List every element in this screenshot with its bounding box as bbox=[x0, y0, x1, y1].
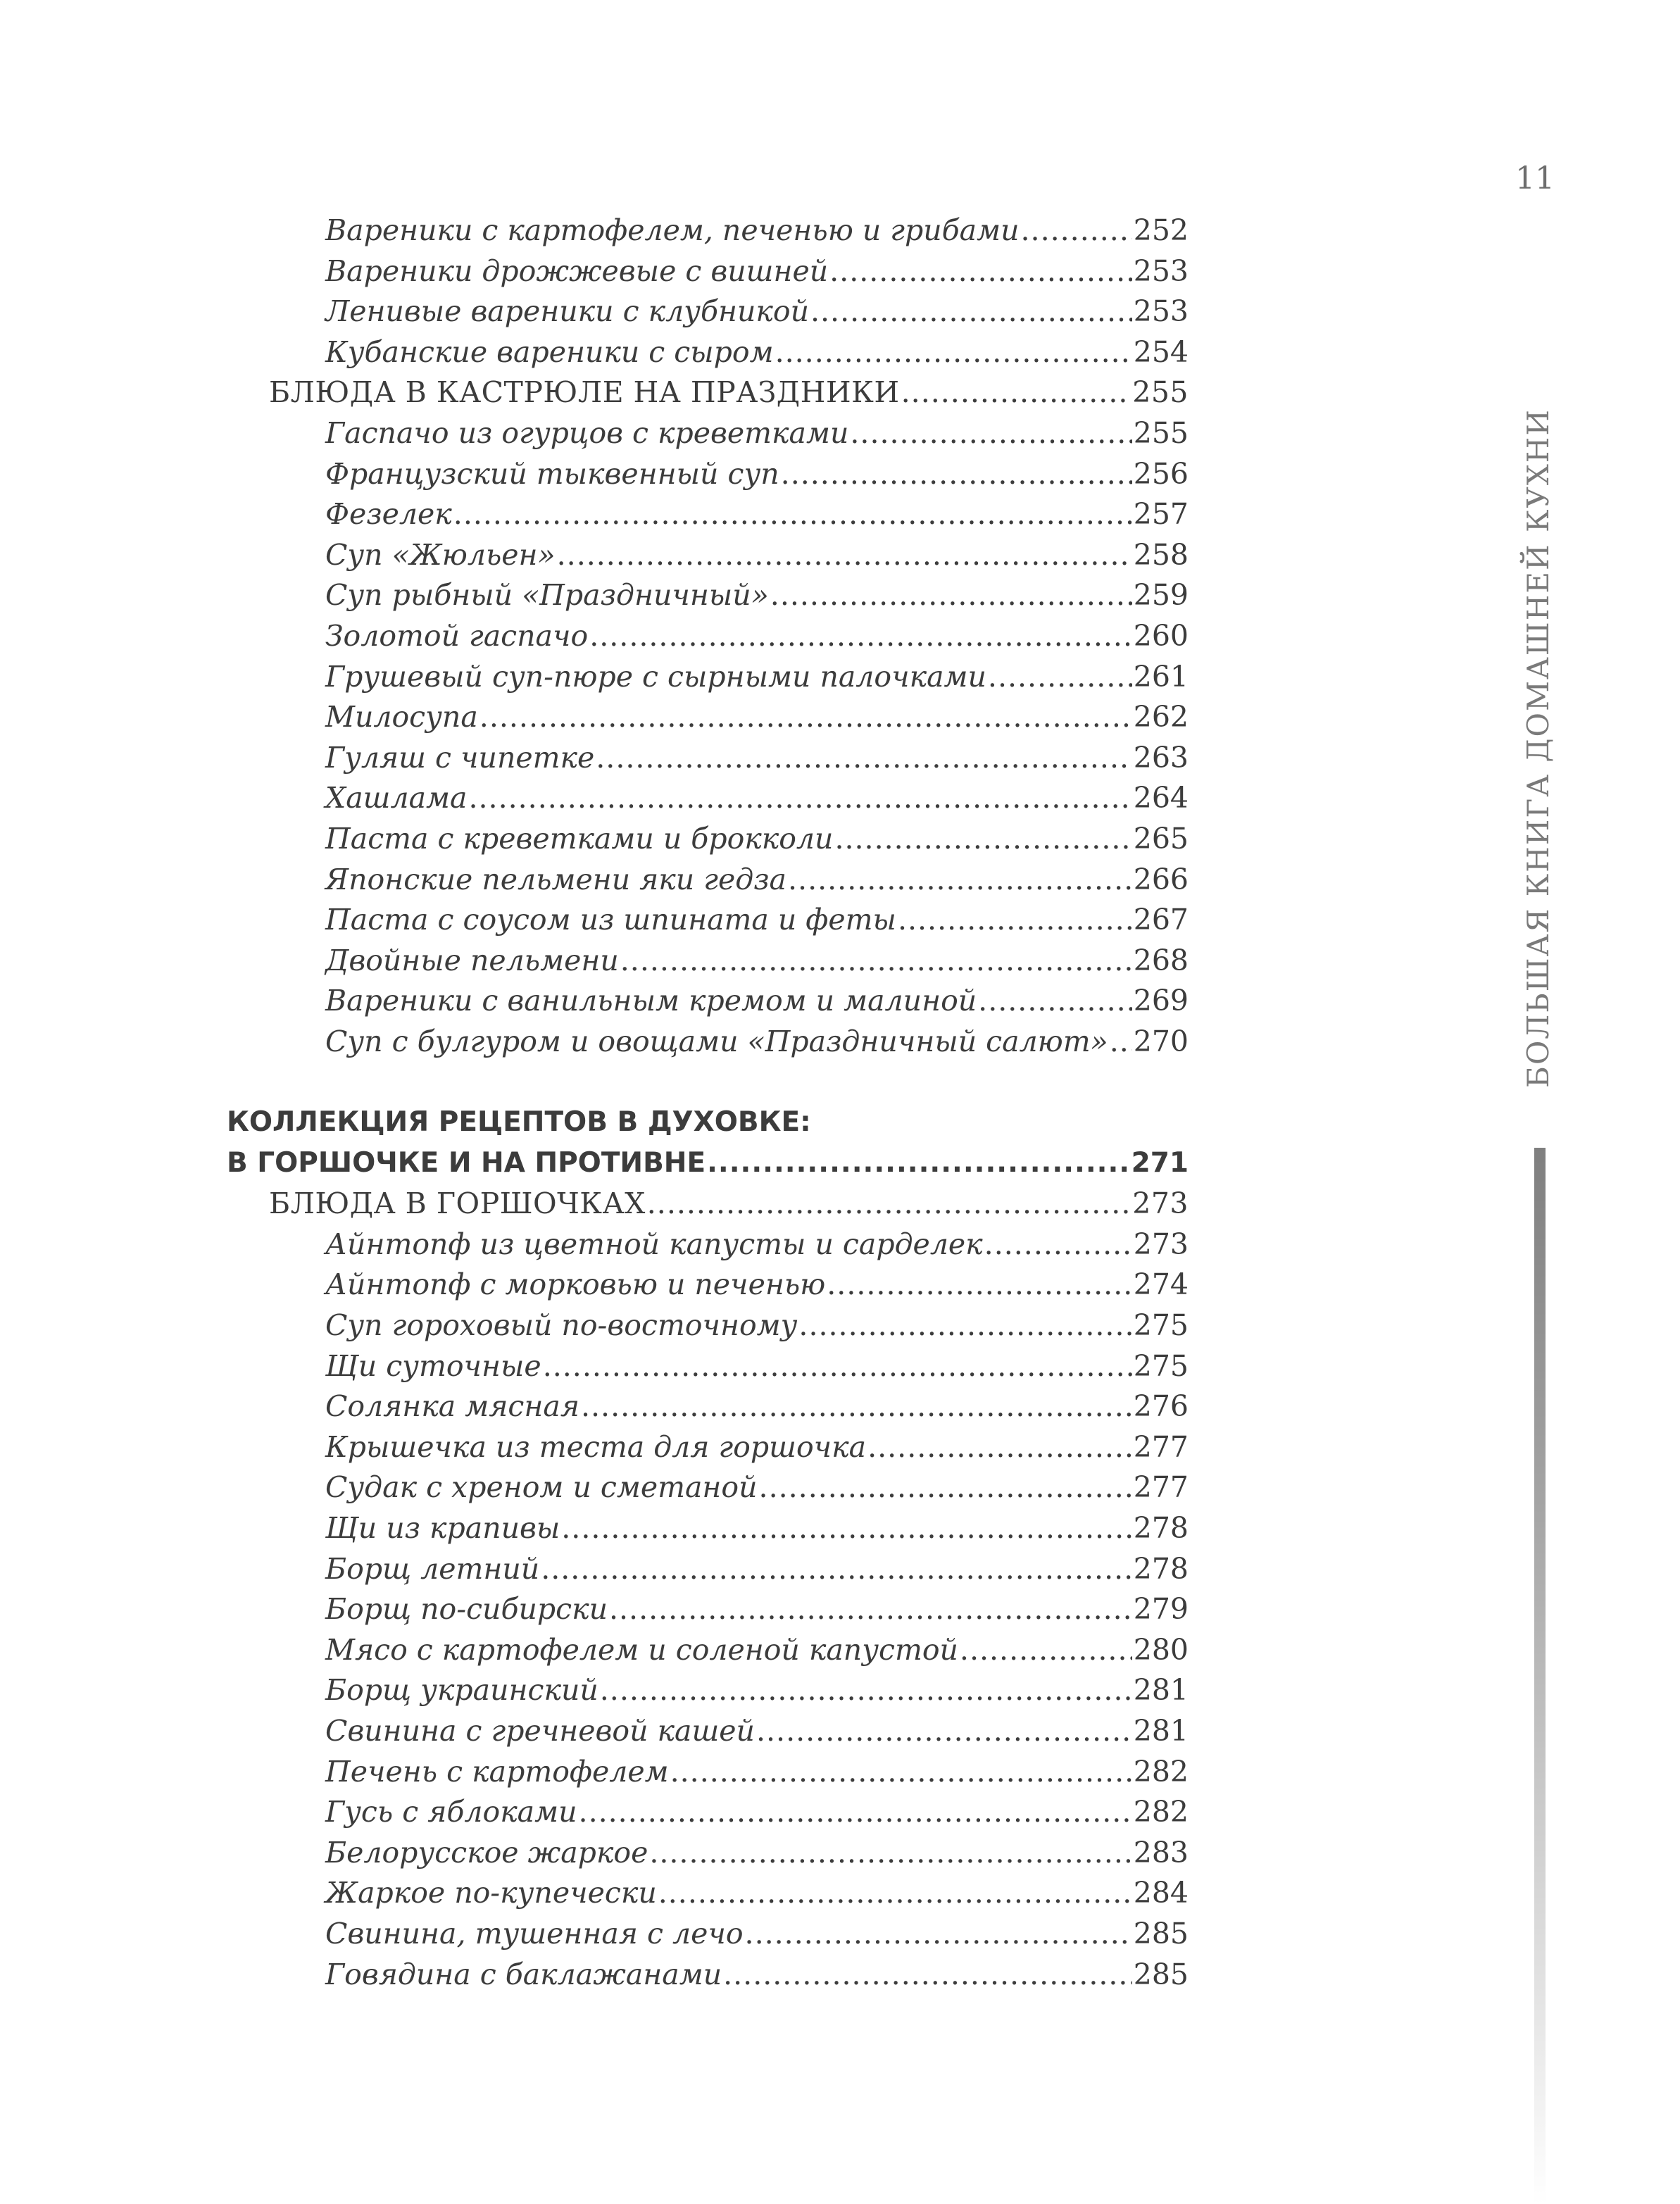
toc-entry-row bbox=[325, 251, 1189, 292]
page-number: 11 bbox=[1515, 161, 1555, 196]
entry-title: Печень с картофелем bbox=[325, 1754, 669, 1789]
page-ref: 264 bbox=[1133, 781, 1189, 815]
entry-title: Ленивые вареники с клубникой bbox=[325, 294, 809, 329]
toc-entry-row bbox=[325, 1224, 1189, 1265]
page-ref: 253 bbox=[1133, 253, 1189, 288]
entry-title: Судак с хреном и сметаной bbox=[325, 1470, 758, 1505]
page-ref: 285 bbox=[1133, 1957, 1189, 1991]
entry-title: Французский тыквенный суп bbox=[325, 456, 779, 491]
toc-subsection-row bbox=[269, 372, 1189, 413]
entry-title: Айнтопф с морковью и печенью bbox=[325, 1267, 826, 1302]
page-ref: 270 bbox=[1133, 1025, 1189, 1058]
toc-entry-row bbox=[325, 1548, 1189, 1589]
leader-dots bbox=[898, 899, 1132, 940]
toc-entry-row bbox=[325, 1629, 1189, 1670]
leader-dots bbox=[658, 1872, 1132, 1913]
leader-dots bbox=[561, 1508, 1132, 1548]
page-ref: 277 bbox=[1133, 1470, 1189, 1505]
entry-title: Фезелек bbox=[325, 497, 452, 532]
leader-dots bbox=[723, 1954, 1132, 1995]
page-ref: 284 bbox=[1133, 1876, 1189, 1910]
page-ref: 278 bbox=[1133, 1511, 1189, 1545]
leader-dots bbox=[827, 1264, 1132, 1305]
entry-title: БЛЮДА В ГОРШОЧКАХ bbox=[269, 1186, 646, 1221]
page-ref: 252 bbox=[1133, 213, 1189, 247]
leader-dots bbox=[468, 777, 1132, 818]
toc-entry-row bbox=[325, 1508, 1189, 1548]
toc-entry-row bbox=[325, 737, 1189, 778]
leader-dots bbox=[770, 575, 1132, 615]
section-heading-line1 bbox=[227, 1102, 1189, 1143]
toc-entry-row bbox=[325, 615, 1189, 656]
toc-entry-row bbox=[325, 940, 1189, 981]
leader-dots bbox=[543, 1346, 1132, 1386]
toc-entry-row bbox=[325, 1467, 1189, 1508]
entry-title: Свинина, тушенная с лечо bbox=[325, 1917, 744, 1951]
leader-dots bbox=[745, 1913, 1132, 1954]
toc-entry-row bbox=[325, 696, 1189, 737]
toc-entry-row bbox=[325, 1913, 1189, 1954]
leader-dots bbox=[596, 737, 1132, 778]
toc-entry-row bbox=[325, 980, 1189, 1021]
leader-dots bbox=[541, 1548, 1132, 1589]
entry-title: Паста с соусом из шпината и феты bbox=[325, 903, 896, 937]
section-heading-line2 bbox=[227, 1143, 1189, 1184]
entry-title: Суп «Жюльен» bbox=[325, 537, 556, 572]
book-title-vertical: БОЛЬШАЯ КНИГА ДОМАШНЕЙ КУХНИ bbox=[1521, 408, 1555, 1088]
toc-entry-row bbox=[325, 575, 1189, 615]
leader-dots bbox=[756, 1710, 1132, 1751]
page-ref: 267 bbox=[1133, 903, 1189, 937]
page-ref: 256 bbox=[1133, 456, 1189, 491]
page-ref: 260 bbox=[1133, 619, 1189, 653]
leader-dots bbox=[557, 534, 1132, 575]
leader-dots bbox=[829, 251, 1132, 292]
toc-entry-row bbox=[325, 859, 1189, 900]
entry-title: Жаркое по-купечески bbox=[325, 1876, 657, 1910]
entry-title: Гаспачо из огурцов с креветками bbox=[325, 416, 849, 450]
leader-dots bbox=[850, 413, 1132, 453]
leader-dots bbox=[609, 1589, 1132, 1629]
leader-dots bbox=[589, 615, 1132, 656]
leader-dots bbox=[867, 1427, 1132, 1467]
page-ref: 271 bbox=[1131, 1146, 1189, 1179]
toc-entry-row bbox=[325, 1751, 1189, 1792]
entry-title: Суп с булгуром и овощами «Праздничный салют» bbox=[325, 1025, 1108, 1058]
toc-entry-row bbox=[325, 1021, 1189, 1062]
page-ref: 266 bbox=[1133, 862, 1189, 896]
entry-title: Золотой гаспачо bbox=[325, 619, 589, 653]
entry-title: Гусь с яблоками bbox=[325, 1795, 577, 1829]
page-ref: 277 bbox=[1133, 1429, 1189, 1464]
page-ref: 265 bbox=[1133, 822, 1189, 856]
page-ref: 255 bbox=[1133, 416, 1189, 450]
toc-entry-row bbox=[325, 777, 1189, 818]
page-ref: 282 bbox=[1133, 1795, 1189, 1829]
leader-dots bbox=[620, 940, 1132, 981]
toc-entry-row bbox=[325, 1264, 1189, 1305]
page-ref: 253 bbox=[1133, 294, 1189, 329]
entry-title: Кубанские вареники с сыром bbox=[325, 334, 774, 369]
leader-dots bbox=[901, 372, 1132, 413]
page-ref: 275 bbox=[1133, 1308, 1189, 1342]
entry-title: Суп гороховый по-восточному bbox=[325, 1308, 798, 1342]
toc-entry-row bbox=[325, 1954, 1189, 1995]
page-ref: 255 bbox=[1132, 375, 1189, 410]
entry-title: Белорусское жаркое bbox=[325, 1835, 648, 1870]
toc-entry-row bbox=[325, 332, 1189, 372]
toc-entry-row bbox=[325, 1386, 1189, 1427]
leader-dots bbox=[775, 332, 1132, 372]
entry-title: Вареники дрожжевые с вишней bbox=[325, 253, 829, 288]
toc-entry-row bbox=[325, 210, 1189, 251]
toc-entry-row bbox=[325, 1346, 1189, 1386]
toc-entry-row bbox=[325, 656, 1189, 697]
entry-title: Айнтопф из цветной капусты и сарделек bbox=[325, 1227, 983, 1261]
page-ref: 274 bbox=[1133, 1267, 1189, 1302]
toc-entry-row bbox=[325, 1305, 1189, 1346]
section-heading-text: В ГОРШОЧКЕ И НА ПРОТИВНЕ bbox=[227, 1146, 706, 1179]
toc-entry-row bbox=[325, 534, 1189, 575]
entry-title: Гуляш с чипетке bbox=[325, 740, 595, 775]
entry-title: Двойные пельмени bbox=[325, 943, 619, 977]
page-ref: 279 bbox=[1133, 1592, 1189, 1627]
entry-title: Свинина с гречневой кашей bbox=[325, 1714, 755, 1748]
toc-entry-row bbox=[325, 494, 1189, 534]
leader-dots bbox=[988, 656, 1132, 697]
entry-title: Суп рыбный «Праздничный» bbox=[325, 578, 769, 613]
toc-entry-row bbox=[325, 291, 1189, 332]
page-ref: 276 bbox=[1133, 1389, 1189, 1424]
leader-dots bbox=[798, 1305, 1132, 1346]
leader-dots bbox=[1110, 1021, 1132, 1062]
entry-title: Милосупа bbox=[325, 700, 478, 734]
toc-entry-row bbox=[325, 453, 1189, 494]
entry-title: Борщ украинский bbox=[325, 1673, 598, 1708]
leader-dots bbox=[649, 1832, 1132, 1873]
leader-dots bbox=[581, 1386, 1132, 1427]
entry-title: Мясо с картофелем и соленой капустой bbox=[325, 1632, 958, 1667]
entry-title: Грушевый суп-пюре с сырными палочками bbox=[325, 659, 986, 694]
leader-dots bbox=[984, 1224, 1132, 1265]
leader-dots bbox=[759, 1467, 1132, 1508]
leader-dots bbox=[781, 453, 1132, 494]
page-ref: 261 bbox=[1133, 659, 1189, 694]
entry-title: Борщ по-сибирски bbox=[325, 1592, 608, 1627]
page-ref: 275 bbox=[1133, 1348, 1189, 1383]
page-ref: 281 bbox=[1133, 1673, 1189, 1708]
page-ref: 283 bbox=[1133, 1835, 1189, 1870]
leader-dots bbox=[1021, 210, 1132, 251]
page-ref: 273 bbox=[1132, 1186, 1189, 1221]
leader-dots bbox=[579, 1791, 1132, 1832]
leader-dots bbox=[978, 980, 1132, 1021]
entry-title: Паста с креветками и брокколи bbox=[325, 822, 834, 856]
page-ref: 268 bbox=[1133, 943, 1189, 977]
leader-dots bbox=[960, 1629, 1132, 1670]
page-ref: 281 bbox=[1133, 1714, 1189, 1748]
page-ref: 282 bbox=[1133, 1754, 1189, 1789]
page-ref: 259 bbox=[1133, 578, 1189, 613]
entry-title: Крышечка из теста для горшочка bbox=[325, 1429, 867, 1464]
leader-dots bbox=[670, 1751, 1132, 1792]
toc-entry-row bbox=[325, 1872, 1189, 1913]
toc-entry-row bbox=[325, 413, 1189, 453]
toc-entry-row bbox=[325, 1710, 1189, 1751]
entry-title: БЛЮДА В КАСТРЮЛЕ НА ПРАЗДНИКИ bbox=[269, 375, 900, 410]
page-ref: 273 bbox=[1133, 1227, 1189, 1261]
leader-dots bbox=[810, 291, 1132, 332]
entry-title: Говядина с баклажанами bbox=[325, 1957, 722, 1991]
page-ref: 262 bbox=[1133, 700, 1189, 734]
entry-title: Щи из крапивы bbox=[325, 1511, 560, 1545]
leader-dots bbox=[600, 1670, 1132, 1710]
toc-entry-row bbox=[325, 1589, 1189, 1629]
page-ref: 254 bbox=[1133, 334, 1189, 369]
leader-dots bbox=[453, 494, 1132, 534]
leader-dots bbox=[834, 818, 1132, 859]
toc-entry-row bbox=[325, 1832, 1189, 1873]
page-ref: 280 bbox=[1133, 1632, 1189, 1667]
section-heading-text: КОЛЛЕКЦИЯ РЕЦЕПТОВ В ДУХОВКЕ: bbox=[227, 1106, 811, 1138]
toc-entry-row bbox=[325, 899, 1189, 940]
leader-dots bbox=[707, 1143, 1129, 1184]
side-gradient-bar bbox=[1534, 1148, 1546, 2204]
entry-title: Щи суточные bbox=[325, 1348, 541, 1383]
entry-title: Вареники с картофелем, печенью и грибами bbox=[325, 213, 1020, 247]
page-ref: 278 bbox=[1133, 1551, 1189, 1586]
entry-title: Борщ летний bbox=[325, 1551, 540, 1586]
page-ref: 258 bbox=[1133, 537, 1189, 572]
page-ref: 285 bbox=[1133, 1917, 1189, 1951]
entry-title: Японские пельмени яки гедза bbox=[325, 862, 786, 896]
entry-title: Солянка мясная bbox=[325, 1389, 579, 1424]
toc-entry-row bbox=[325, 1791, 1189, 1832]
entry-title: Вареники с ванильным кремом и малиной bbox=[325, 984, 977, 1018]
leader-dots bbox=[788, 859, 1132, 900]
page-ref: 269 bbox=[1133, 984, 1189, 1018]
toc-entry-row bbox=[325, 818, 1189, 859]
page-ref: 263 bbox=[1133, 740, 1189, 775]
toc-subsection-row bbox=[269, 1183, 1189, 1224]
entry-title: Хашлама bbox=[325, 781, 468, 815]
leader-dots bbox=[479, 696, 1132, 737]
leader-dots bbox=[647, 1183, 1131, 1224]
toc-entry-row bbox=[325, 1427, 1189, 1467]
page-ref: 257 bbox=[1133, 497, 1189, 532]
toc-entry-row bbox=[325, 1670, 1189, 1710]
